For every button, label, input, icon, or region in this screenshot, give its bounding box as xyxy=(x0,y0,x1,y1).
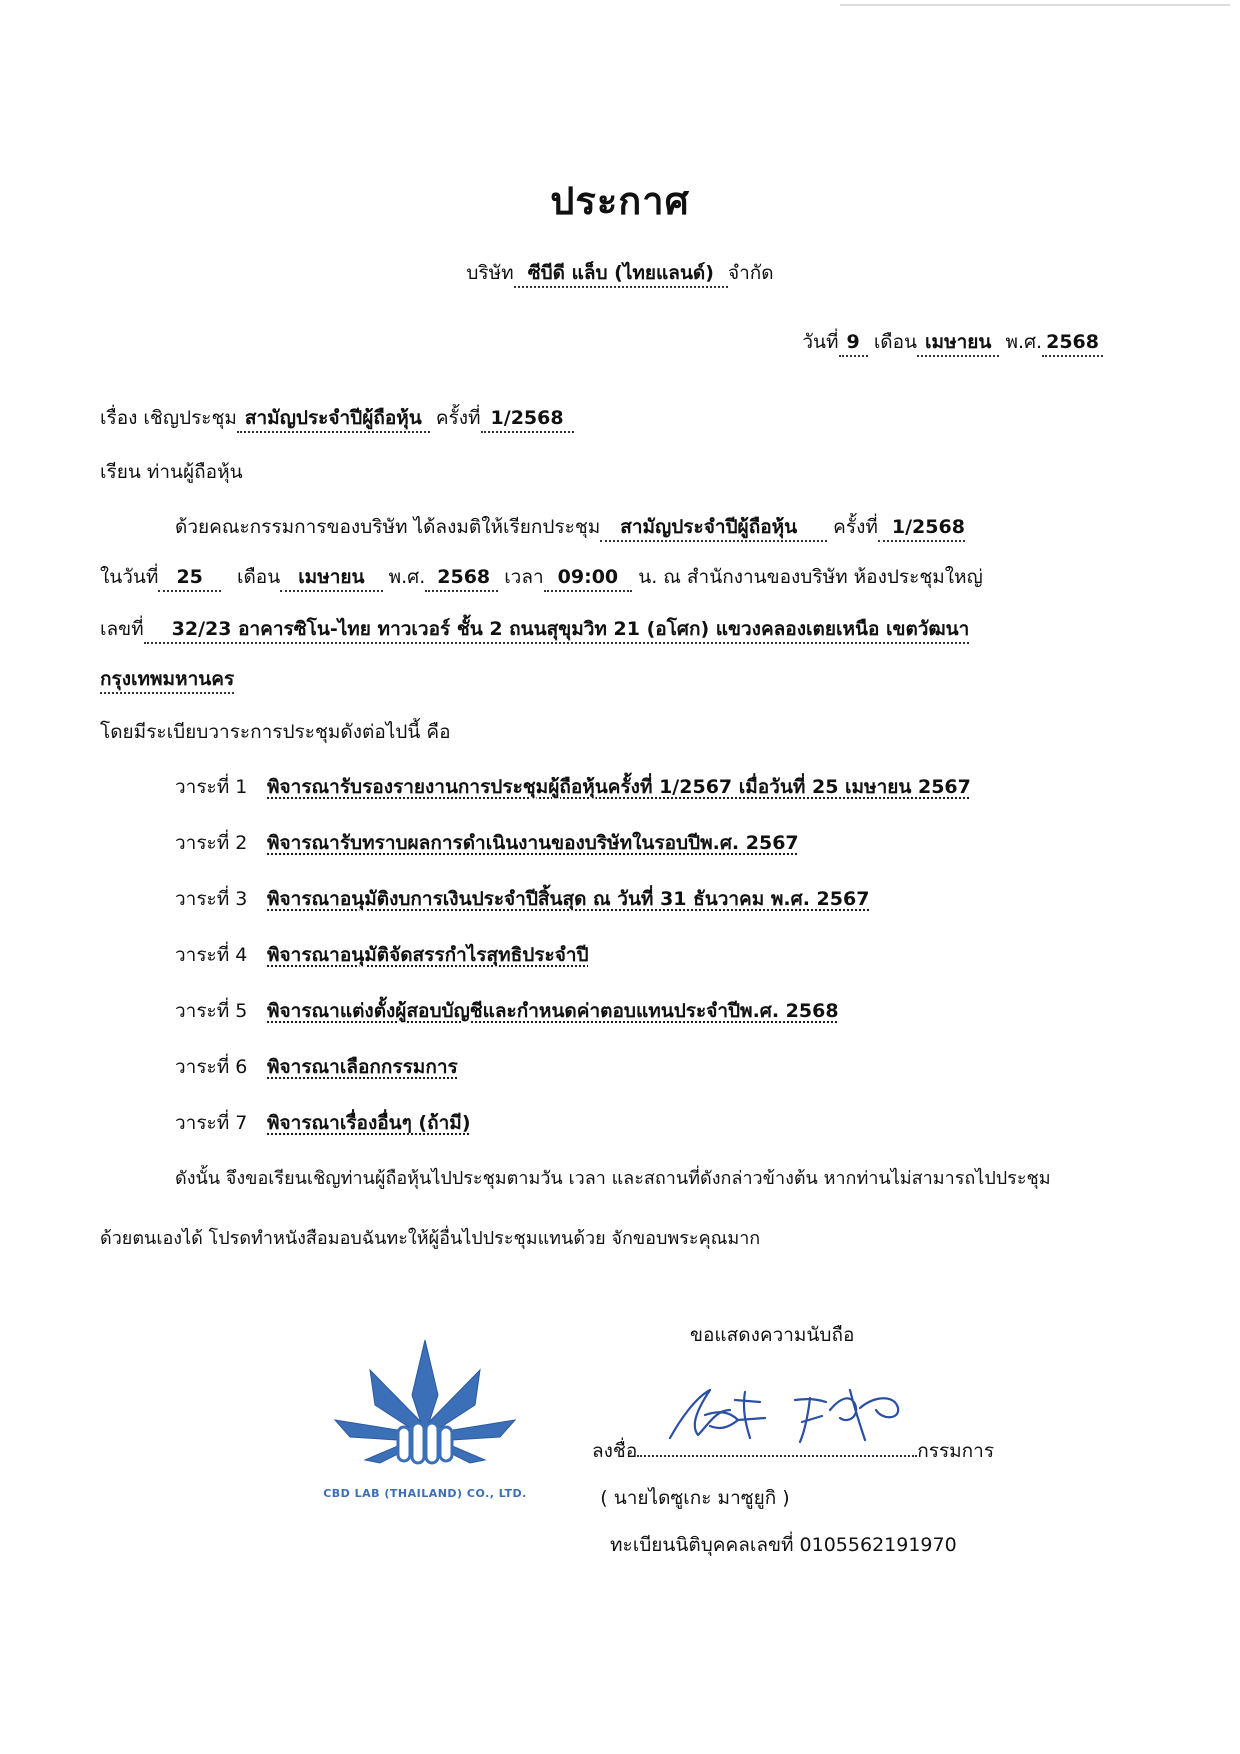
body-year: 2568 xyxy=(425,566,498,592)
agenda-item xyxy=(175,1052,458,1082)
subject-line xyxy=(100,403,574,433)
body-year-label: พ.ศ. xyxy=(388,566,426,588)
body-time: 09:00 xyxy=(544,566,632,592)
body-line-4 xyxy=(100,664,234,694)
company-suffix: จำกัด xyxy=(727,262,774,284)
scan-edge-line xyxy=(840,4,1230,6)
registration-number: ทะเบียนนิติบุคคลเลขที่ 0105562191970 xyxy=(610,1534,957,1556)
signatory-name: ( นายไดซูเกะ มาซูยูกิ ) xyxy=(600,1487,790,1509)
document-title: ประกาศ xyxy=(550,179,690,223)
date-day: 9 xyxy=(839,331,868,357)
agenda-item xyxy=(175,1108,471,1138)
body-line-2 xyxy=(100,562,983,592)
agenda-number: วาระที่ 5 xyxy=(175,1000,248,1022)
body-address-label: เลขที่ xyxy=(100,618,144,640)
salutation: เรียน ท่านผู้ถือหุ้น xyxy=(100,461,243,483)
body-line-1 xyxy=(175,512,965,542)
agenda-number: วาระที่ 6 xyxy=(175,1056,248,1078)
subject-time-label: ครั้งที่ xyxy=(435,407,481,429)
agenda-text: พิจารณาอนุมัติงบการเงินประจำปีสิ้นสุด ณ วันที่ 31 ธันวาคม พ.ศ. 2567 xyxy=(267,888,870,910)
handwritten-signature-icon xyxy=(650,1380,920,1450)
sign-position: กรรมการ xyxy=(917,1440,995,1462)
sign-label: ลงชื่อ xyxy=(592,1440,638,1462)
subject-number: 1/2568 xyxy=(481,407,574,433)
body-address: 32/23 อาคารซิโน-ไทย ทาวเวอร์ ชั้น 2 ถนนสุขุมวิท 21 (อโศก) แขวงคลองเตยเหนือ เขตวัฒนา xyxy=(144,618,970,644)
date-year: 2568 xyxy=(1042,331,1103,357)
agenda-text: พิจารณาอนุมัติจัดสรรกำไรสุทธิประจำปี xyxy=(267,944,589,966)
logo-caption: CBD LAB (THAILAND) CO., LTD. xyxy=(323,1487,527,1500)
agenda-number: วาระที่ 2 xyxy=(175,832,248,854)
subject-label: เรื่อง เชิญประชุม xyxy=(100,407,237,429)
date-day-label: วันที่ xyxy=(802,331,839,353)
date-month: เมษายน xyxy=(917,331,999,357)
agenda-text: พิจารณารับทราบผลการดำเนินงานของบริษัทในรอบปีพ.ศ. 2567 xyxy=(267,832,799,854)
date-year-label: พ.ศ. xyxy=(1005,331,1043,353)
body-time-label-2: เวลา xyxy=(504,566,544,588)
date-month-label: เดือน xyxy=(873,331,918,353)
agenda-intro: โดยมีระเบียบวาระการประชุมดังต่อไปนี้ คือ xyxy=(100,721,451,743)
body-line-3 xyxy=(100,614,969,644)
body-month: เมษายน xyxy=(280,566,382,592)
body-date-label: ในวันที่ xyxy=(100,566,159,588)
closing-line-2: ด้วยตนเองได้ โปรดทำหนังสือมอบฉันทะให้ผู้อื่นไปประชุมแทนด้วย จักขอบพระคุณมาก xyxy=(100,1228,761,1249)
date-line xyxy=(802,327,1103,357)
body-meeting-number: 1/2568 xyxy=(878,516,965,542)
body-day: 25 xyxy=(158,566,220,592)
closing-line-1: ดังนั้น จึงขอเรียนเชิญท่านผู้ถือหุ้นไปประชุมตามวัน เวลา และสถานที่ดังกล่าวข้างต้น หากท่านไม่สามารถไปประชุม xyxy=(175,1168,1051,1189)
body-time-label: ครั้งที่ xyxy=(833,516,878,538)
body-venue: น. ณ สำนักงานของบริษัท ห้องประชุมใหญ่ xyxy=(638,566,983,588)
regards: ขอแสดงความนับถือ xyxy=(690,1324,855,1346)
agenda-number: วาระที่ 1 xyxy=(175,776,248,798)
agenda-text: พิจารณาเลือกกรรมการ xyxy=(267,1056,458,1078)
agenda-number: วาระที่ 4 xyxy=(175,944,248,966)
body-address-city: กรุงเทพมหานคร xyxy=(100,668,234,694)
subject-meeting-type: สามัญประจำปีผู้ถือหุ้น xyxy=(237,407,430,433)
agenda-text: พิจารณารับรองรายงานการประชุมผู้ถือหุ้นครั้งที่ 1/2567 เมื่อวันที่ 25 เมษายน 2567 xyxy=(267,776,971,798)
body-month-label: เดือน xyxy=(236,566,281,588)
agenda-item xyxy=(175,884,869,914)
agenda-item xyxy=(175,772,971,802)
company-name: ซีบีดี แล็บ (ไทยแลนด์) xyxy=(514,262,728,288)
agenda-item xyxy=(175,940,589,970)
agenda-item xyxy=(175,996,839,1026)
agenda-text: พิจารณาแต่งตั้งผู้สอบบัญชีและกำหนดค่าตอบแทนประจำปีพ.ศ. 2568 xyxy=(267,1000,839,1022)
company-prefix: บริษัท xyxy=(466,262,514,284)
agenda-item xyxy=(175,828,799,858)
cannabis-leaf-logo-icon xyxy=(330,1335,520,1485)
agenda-number: วาระที่ 7 xyxy=(175,1112,248,1134)
body-line-1-text: ด้วยคณะกรรมการของบริษัท ได้ลงมติให้เรียกประชุม xyxy=(175,516,601,538)
agenda-text: พิจารณาเรื่องอื่นๆ (ถ้ามี) xyxy=(267,1112,471,1134)
agenda-number: วาระที่ 3 xyxy=(175,888,248,910)
body-meeting-type: สามัญประจำปีผู้ถือหุ้น xyxy=(600,516,827,542)
company-line xyxy=(0,258,1240,288)
